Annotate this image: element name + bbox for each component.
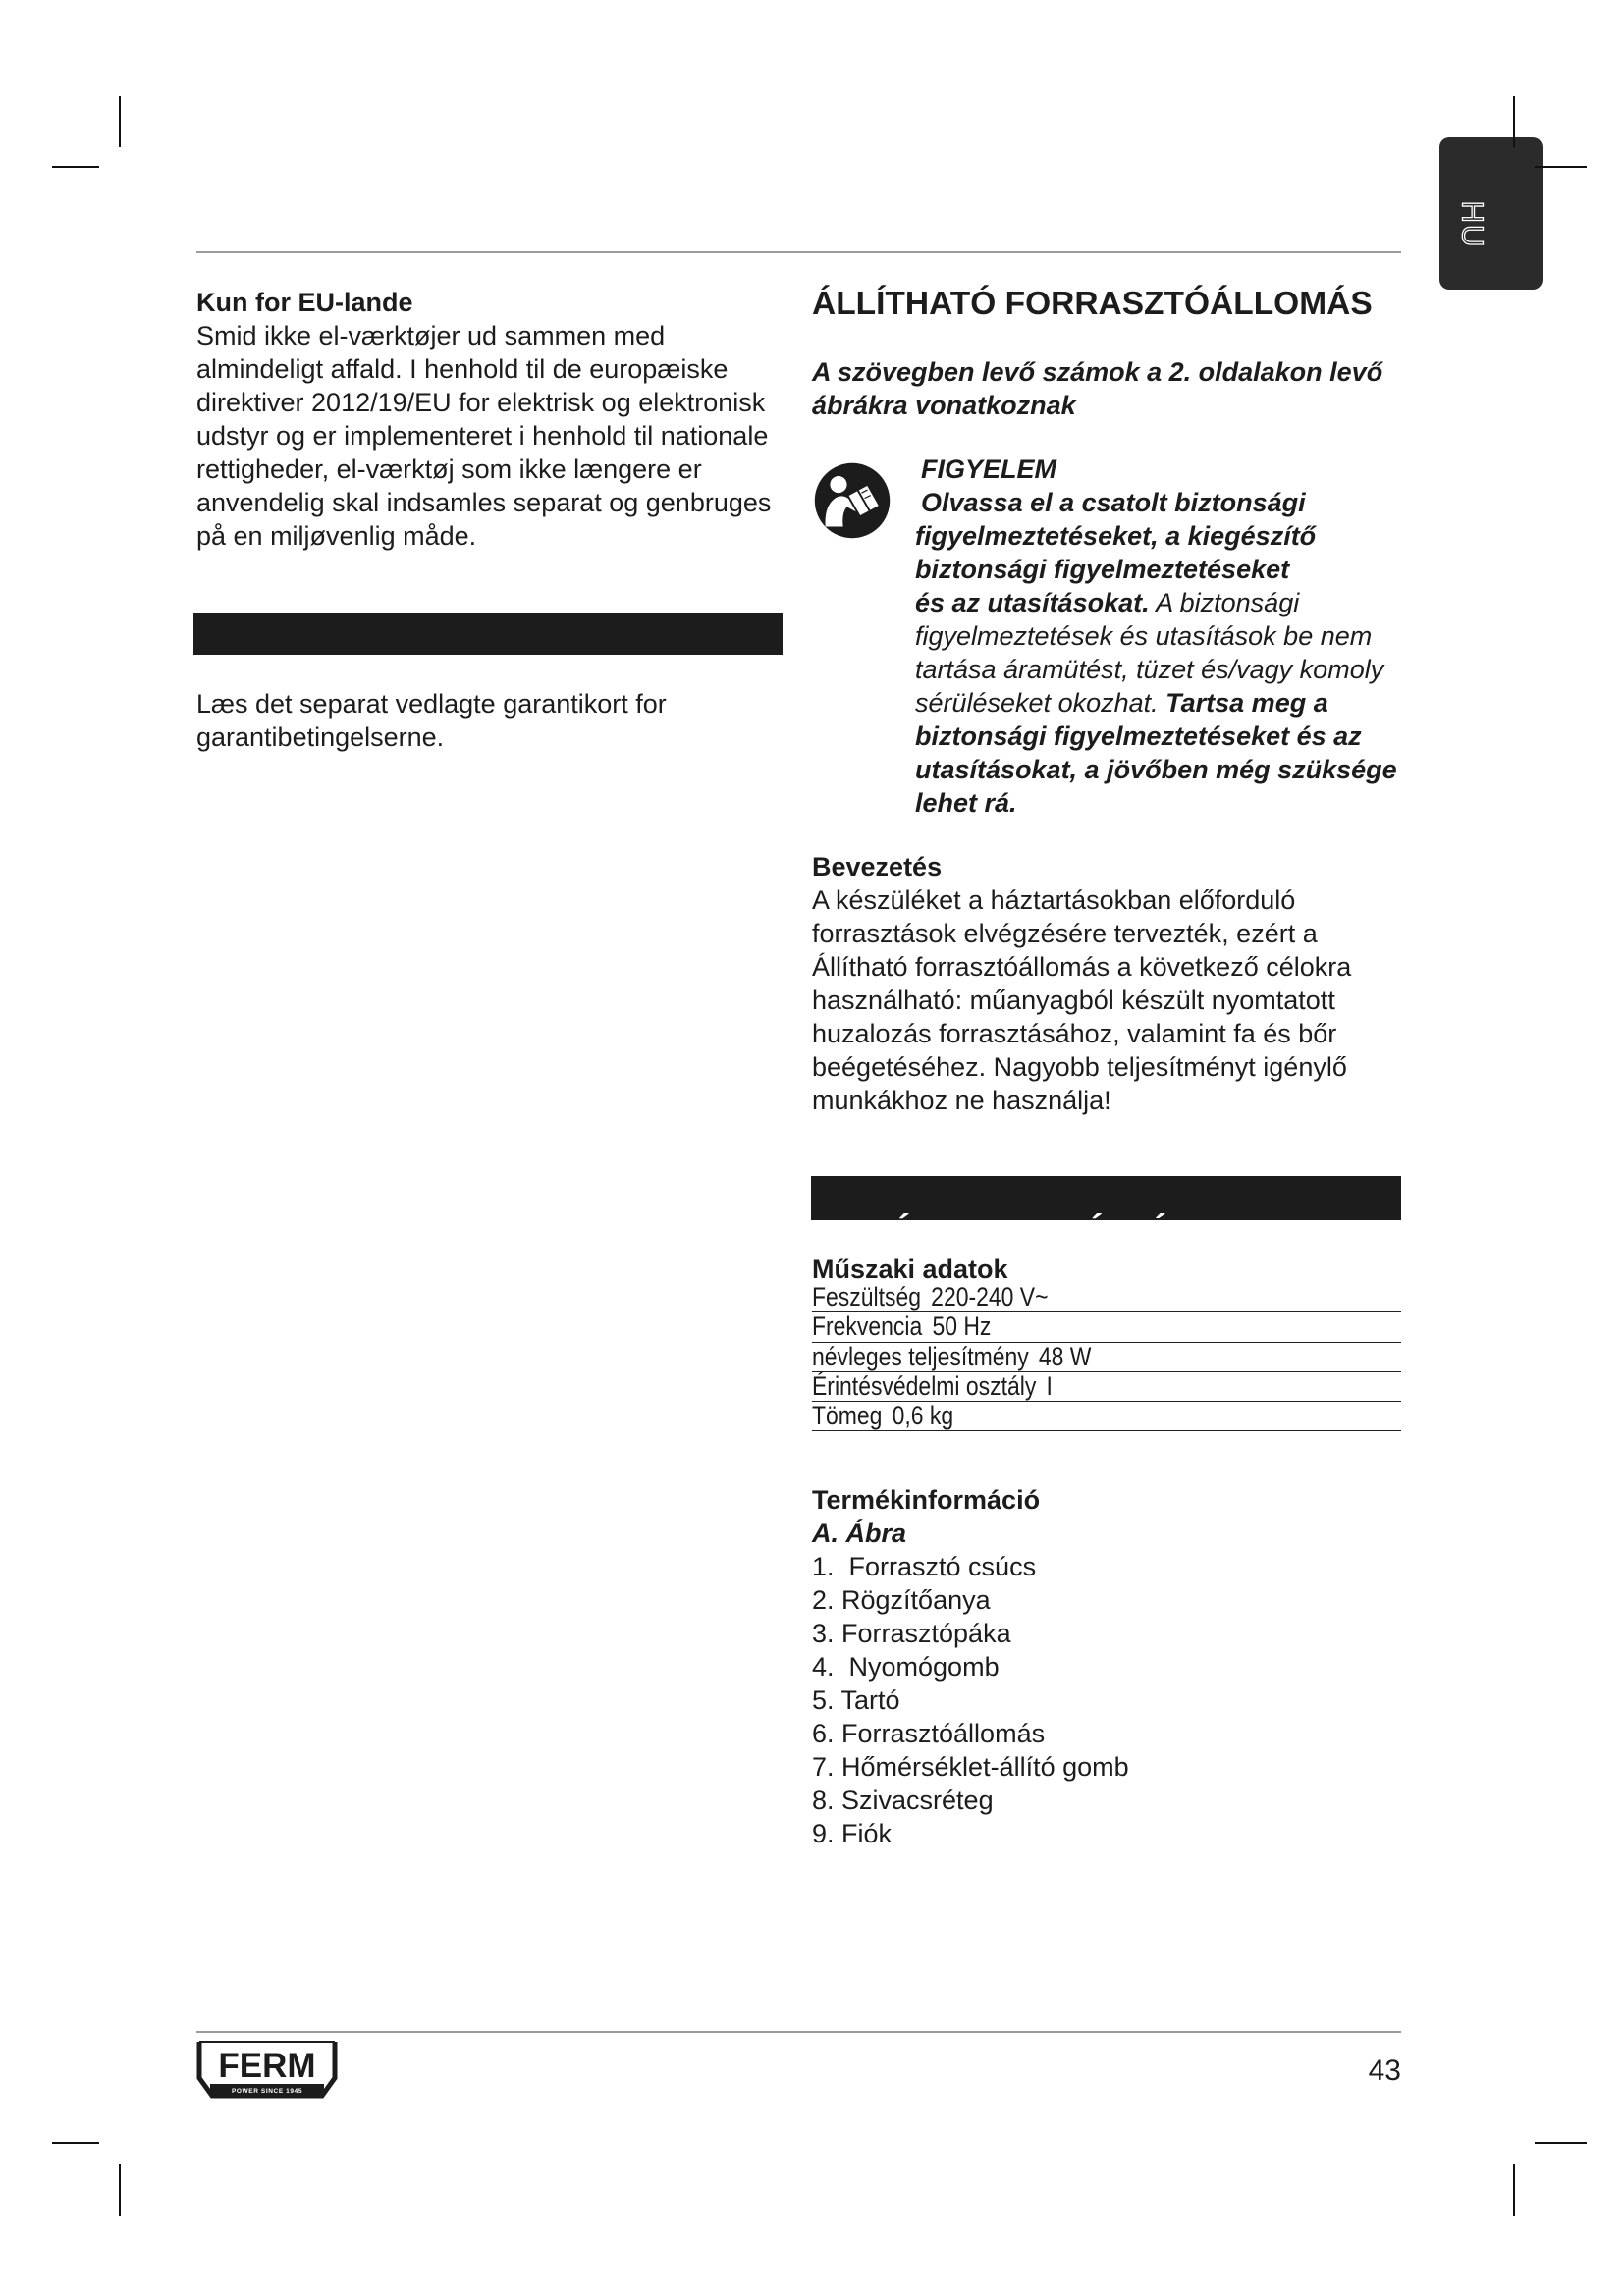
warning-text: tartása áramütést, tüzet és/vagy komoly [915, 655, 1384, 684]
specs-heading: Műszaki adatok [812, 1255, 1008, 1284]
section-heading: 1. GÉPINFORMÁCIÓ [822, 1213, 1173, 1254]
figure-reference-line: ábrákra vonatkoznak [812, 391, 1076, 420]
garanti-heading-bar [193, 613, 783, 688]
list-item: 1. Forrasztó csúcs [812, 1552, 1037, 1581]
list-item: 2. Rögzítőanya [812, 1585, 991, 1615]
warning-line [915, 519, 1397, 553]
warning-line [915, 553, 1397, 586]
logo-tagline: POWER SINCE 1945 [231, 2088, 303, 2095]
spec-label: névleges teljesítmény [812, 1341, 1029, 1371]
eu-text-line: almindeligt affald. I henhold til de europæiske [196, 354, 729, 384]
spec-row-text [812, 1343, 1091, 1371]
spec-label: Tömeg [812, 1401, 883, 1431]
warning-line [915, 653, 1397, 686]
page-number: 43 [1368, 2055, 1401, 2087]
list-item: 3. Forrasztópáka [812, 1619, 1011, 1648]
introduction-line: forrasztások elvégzésére tervezték, ezért a [812, 919, 1318, 948]
spec-value: I [1046, 1370, 1053, 1401]
spec-row-text [812, 1312, 991, 1341]
list-item: 7. Hőmérséklet-állító gomb [812, 1752, 1129, 1782]
spec-row-text [812, 1402, 953, 1430]
warning-line [915, 720, 1397, 753]
introduction-line: A készüléket a háztartásokban előforduló [812, 885, 1296, 915]
garanti-text [196, 687, 667, 754]
spec-label: Érintésvédelmi osztály [812, 1370, 1037, 1401]
warning-text: utasításokat, a jövőben még szüksége [915, 755, 1397, 784]
introduction-line: használható: műanyagból készült nyomtatott [812, 986, 1335, 1015]
specs-heading-block [812, 1253, 1008, 1286]
safety-warning [915, 453, 1397, 820]
list-item: 6. Forrasztóállomás [812, 1719, 1046, 1748]
spec-row [812, 1372, 1401, 1402]
eu-title: Kun for EU-lande [196, 288, 413, 317]
warning-line [915, 753, 1397, 786]
spec-value: 0,6 kg [892, 1401, 954, 1431]
figure-label: A. Ábra [812, 1519, 907, 1548]
spec-row [812, 1343, 1401, 1372]
crop-mark-bottom-left-horizontal [52, 2142, 99, 2144]
crop-mark-bottom-right-vertical [1513, 2164, 1515, 2216]
product-info-heading: Termékinformáció [812, 1485, 1041, 1515]
garanti-text-line: Læs det separat vedlagte garantikort for [196, 689, 667, 719]
spec-label: Feszültség [812, 1282, 921, 1311]
crop-mark-bottom-left-vertical [119, 2164, 121, 2216]
warning-line [915, 619, 1397, 653]
warning-line [915, 686, 1397, 720]
warning-line [915, 786, 1397, 820]
warning-text: figyelmeztetéseket, a kiegészítő [915, 521, 1317, 551]
spec-row [812, 1402, 1401, 1431]
introduction-line: Állítható forrasztóállomás a következő célokra [812, 952, 1352, 982]
warning-text: és az utasításokat. [915, 588, 1150, 617]
page-title: ÁLLÍTHATÓ FORRASZTÓÁLLOMÁS [812, 286, 1373, 322]
warning-text: biztonsági figyelmeztetéseket és az [915, 721, 1362, 751]
garanti-text-line: garantibetingelserne. [196, 722, 445, 752]
warning-text: sérüléseket okozhat. [915, 688, 1159, 718]
list-item: 8. Szivacsréteg [812, 1786, 994, 1815]
warning-text: biztonsági figyelmeztetéseket [915, 555, 1290, 584]
language-tab [1439, 137, 1543, 290]
introduction-heading: Bevezetés [812, 852, 943, 881]
spec-value: 48 W [1038, 1341, 1092, 1371]
warning-text: Tartsa meg a [1158, 688, 1328, 718]
spec-row [812, 1283, 1401, 1312]
specs-table [812, 1283, 1401, 1431]
list-item: 4. Nyomógomb [812, 1652, 1000, 1682]
warning-heading: FIGYELEM [921, 454, 1057, 484]
eu-text-line: udstyr og er implementeret i henhold til nationale [196, 421, 769, 451]
list-item: 5. Tartó [812, 1685, 900, 1715]
warning-line [915, 486, 1397, 519]
garanti-heading: GARANTI [211, 650, 368, 688]
logo-wordmark: FERM [218, 2047, 316, 2085]
warning-text: figyelmeztetések és utasítások be nem [915, 621, 1373, 651]
spec-value: 220-240 V~ [931, 1282, 1049, 1311]
eu-text-line: anvendelig skal indsamles separat og genbruges [196, 488, 772, 517]
read-manual-icon [814, 462, 891, 539]
warning-text: lehet rá. [915, 788, 1017, 818]
spec-row [812, 1312, 1401, 1342]
warning-text: A biztonsági [1149, 588, 1300, 617]
introduction-line: beégetéséhez. Nagyobb teljesítményt igénylő [812, 1052, 1347, 1082]
page-title-block [812, 286, 1373, 323]
eu-text-line: direktiver 2012/19/EU for elektrisk og elektronisk [196, 388, 766, 417]
eu-text-line: på en miljøvenlig måde. [196, 521, 477, 551]
footer-rule [196, 2031, 1401, 2033]
introduction-block [812, 850, 1351, 1117]
crop-mark-top-left-horizontal [52, 166, 99, 168]
eu-text-line: rettigheder, el-værktøj som ikke længere er [196, 454, 702, 484]
language-tab-label: HU [1455, 200, 1490, 249]
spec-label: Frekvencia [812, 1311, 923, 1342]
warning-text: Olvassa el a csatolt biztonsági [921, 488, 1306, 517]
spec-value: 50 Hz [932, 1311, 992, 1342]
introduction-line: huzalozás forrasztásához, valamint fa és bőr [812, 1019, 1337, 1048]
eu-text-line: Smid ikke el-værktøjer ud sammen med [196, 321, 666, 350]
spec-row-text [812, 1372, 1053, 1401]
ferm-logo [196, 2039, 338, 2099]
crop-mark-top-right-horizontal [1535, 166, 1587, 168]
spec-row-text [812, 1283, 1048, 1311]
introduction-line: munkákhoz ne használja! [812, 1086, 1111, 1115]
header-rule [196, 251, 1401, 253]
section-heading-bar [811, 1176, 1401, 1254]
crop-mark-top-right-vertical [1513, 96, 1515, 147]
product-info-block [812, 1483, 1129, 1850]
list-item: 9. Fiók [812, 1819, 893, 1848]
crop-mark-bottom-right-horizontal [1535, 2142, 1587, 2144]
figure-reference-note [812, 355, 1382, 422]
figure-reference-line: A szövegben levő számok a 2. oldalakon levő [812, 357, 1383, 387]
crop-mark-top-left-vertical [119, 96, 121, 147]
eu-disposal-block [196, 286, 771, 553]
warning-line [915, 586, 1397, 619]
